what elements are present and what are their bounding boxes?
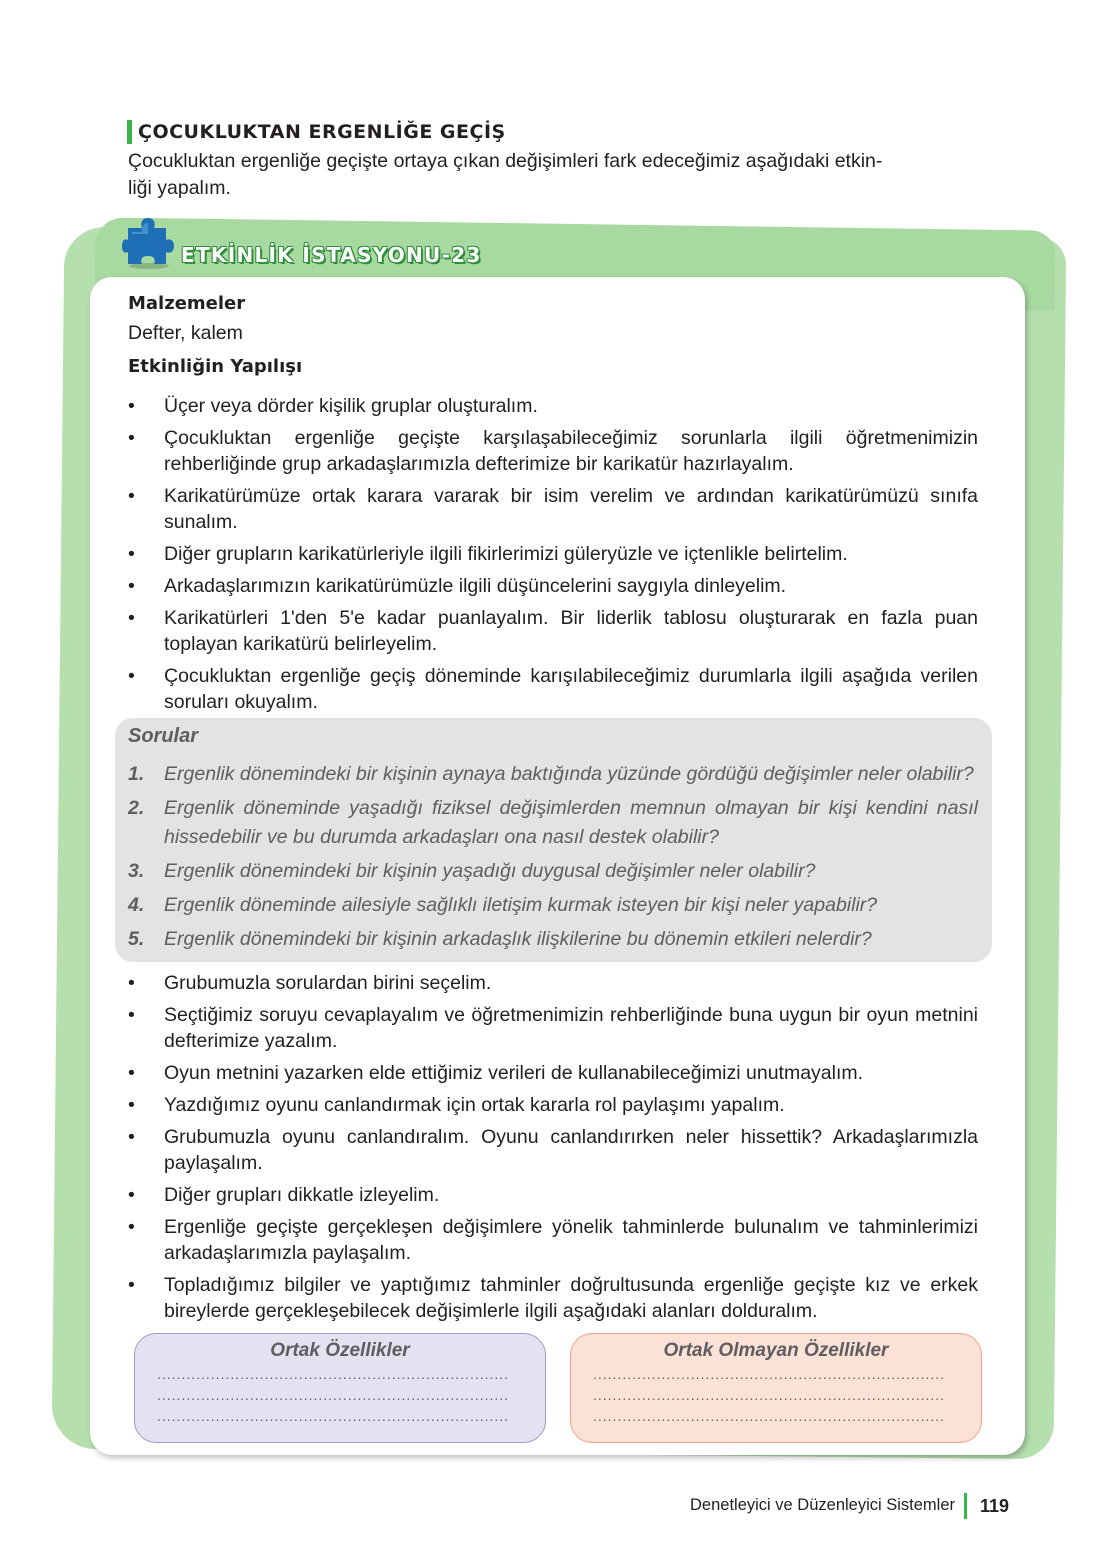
answer-line[interactable]: ........................................................................	[593, 1387, 946, 1403]
answer-line[interactable]: ........................................................................	[593, 1366, 946, 1382]
activity-title: ETKİNLİK İSTASYONU-23	[181, 243, 482, 267]
different-features-box	[570, 1333, 982, 1443]
list-item: • Arkadaşlarımızın karikatürümüzle ilgili düşüncelerini saygıyla dinleyelim.	[128, 573, 978, 599]
list-item: • Oyun metnini yazarken elde ettiğimiz verileri de kullanabileceğimizi unutmayalım.	[128, 1060, 978, 1086]
question-number: 5.	[128, 928, 145, 950]
list-item: • Seçtiğimiz soruyu cevaplayalım ve öğretmenimizin rehberliğinde buna uygun bir oyun metnini defterimize yazalım.	[128, 1002, 978, 1054]
common-features-box	[134, 1333, 546, 1443]
answer-line[interactable]: ........................................................................	[157, 1366, 510, 1382]
footer-chapter-title: Denetleyici ve Düzenleyici Sistemler	[690, 1496, 956, 1514]
question-number: 1.	[128, 763, 145, 785]
list-item: • Diğer grupların karikatürleriyle ilgili fikirlerimizi güleryüzle ve içtenlikle belirtelim.	[128, 541, 978, 567]
steps-list-after	[128, 970, 978, 1330]
question-text: Ergenlik dönemindeki bir kişinin arkadaşlık ilişkilerine bu dönemin etkileri nelerdir?	[164, 928, 872, 950]
questions-list	[128, 760, 978, 959]
answer-line[interactable]: ........................................................................	[157, 1387, 510, 1403]
question-item	[128, 760, 978, 789]
question-number: 3.	[128, 860, 145, 882]
question-number: 4.	[128, 894, 145, 916]
procedure-heading: Etkinliğin Yapılışı	[128, 356, 303, 377]
page-number: 119	[980, 1496, 1010, 1516]
puzzle-icon	[122, 214, 174, 270]
question-text: Ergenlik dönemindeki bir kişinin yaşadığı duygusal değişimler neler olabilir?	[164, 860, 816, 882]
question-item	[128, 857, 978, 886]
question-item	[128, 891, 978, 920]
list-item: • Yazdığımız oyunu canlandırmak için ortak kararla rol paylaşımı yapalım.	[128, 1092, 978, 1118]
answer-line[interactable]: ........................................................................	[593, 1408, 946, 1424]
question-number: 2.	[128, 797, 145, 819]
question-item	[128, 925, 978, 954]
list-item: • Çocukluktan ergenliğe geçiş döneminde karışılabileceğimiz durumlarla ilgili aşağıda verilen soruları okuyalım.	[128, 663, 978, 715]
footer-divider	[964, 1493, 967, 1519]
intro-line-2: liği yapalım.	[128, 177, 231, 199]
section-title: ÇOCUKLUKTAN ERGENLİĞE GEÇİŞ	[127, 120, 506, 144]
list-item: • Ergenliğe geçişte gerçekleşen değişimlere yönelik tahminlerde bulunalım ve tahminlerimizi arkadaşlarımızla paylaşalım.	[128, 1214, 978, 1266]
list-item: • Grubumuzla oyunu canlandıralım. Oyunu canlandırırken neler hissettik? Arkadaşlarımızla paylaşalım.	[128, 1124, 978, 1176]
list-item: • Karikatürleri 1'den 5'e kadar puanlayalım. Bir liderlik tablosu oluşturarak en fazla puan toplayan karikatürü belirleyelim.	[128, 605, 978, 657]
different-features-title: Ortak Olmayan Özellikler	[663, 1340, 889, 1361]
questions-heading: Sorular	[128, 725, 199, 747]
list-item: • Grubumuzla sorulardan birini seçelim.	[128, 970, 978, 996]
list-item: • Üçer veya dörder kişilik gruplar oluşturalım.	[128, 393, 978, 419]
answer-line[interactable]: ........................................................................	[157, 1408, 510, 1424]
list-item: • Karikatürümüze ortak karara vararak bir isim verelim ve ardından karikatürümüzü sınıfa sunalım.	[128, 483, 978, 535]
question-text: Ergenlik dönemindeki bir kişinin aynaya baktığında yüzünde gördüğü değişimler neler olabilir?	[164, 763, 974, 785]
materials-heading: Malzemeler	[128, 293, 246, 314]
steps-list-before	[128, 393, 978, 721]
list-item: • Topladığımız bilgiler ve yaptığımız tahminler doğrultusunda ergenliğe geçişte kız ve erkek bireylerde gerçekleşebilecek değişimlerle ilgili aşağıdaki alanları dolduralım.	[128, 1272, 978, 1324]
question-text: Ergenlik döneminde yaşadığı fiziksel değişimlerden memnun olmayan bir kişi kendini nasıl hissedebilir ve bu durumda arkadaşları ona nasıl destek olabilir?	[164, 797, 978, 848]
common-features-title: Ortak Özellikler	[270, 1340, 410, 1361]
question-text: Ergenlik döneminde ailesiyle sağlıklı iletişim kurmak isteyen bir kişi neler yapabilir?	[164, 894, 878, 916]
question-item	[128, 794, 978, 852]
intro-line-1: Çocukluktan ergenliğe geçişte ortaya çıkan değişimleri fark edeceğimiz aşağıdaki etkin-	[128, 150, 883, 172]
list-item: • Çocukluktan ergenliğe geçişte karşılaşabileceğimiz sorunlarla ilgili öğretmenimizin rehberliğinde grup arkadaşlarımızla defterimize bir karikatür hazırlayalım.	[128, 425, 978, 477]
materials-text: Defter, kalem	[128, 322, 243, 344]
list-item: • Diğer grupları dikkatle izleyelim.	[128, 1182, 978, 1208]
intro-paragraph	[128, 148, 978, 202]
